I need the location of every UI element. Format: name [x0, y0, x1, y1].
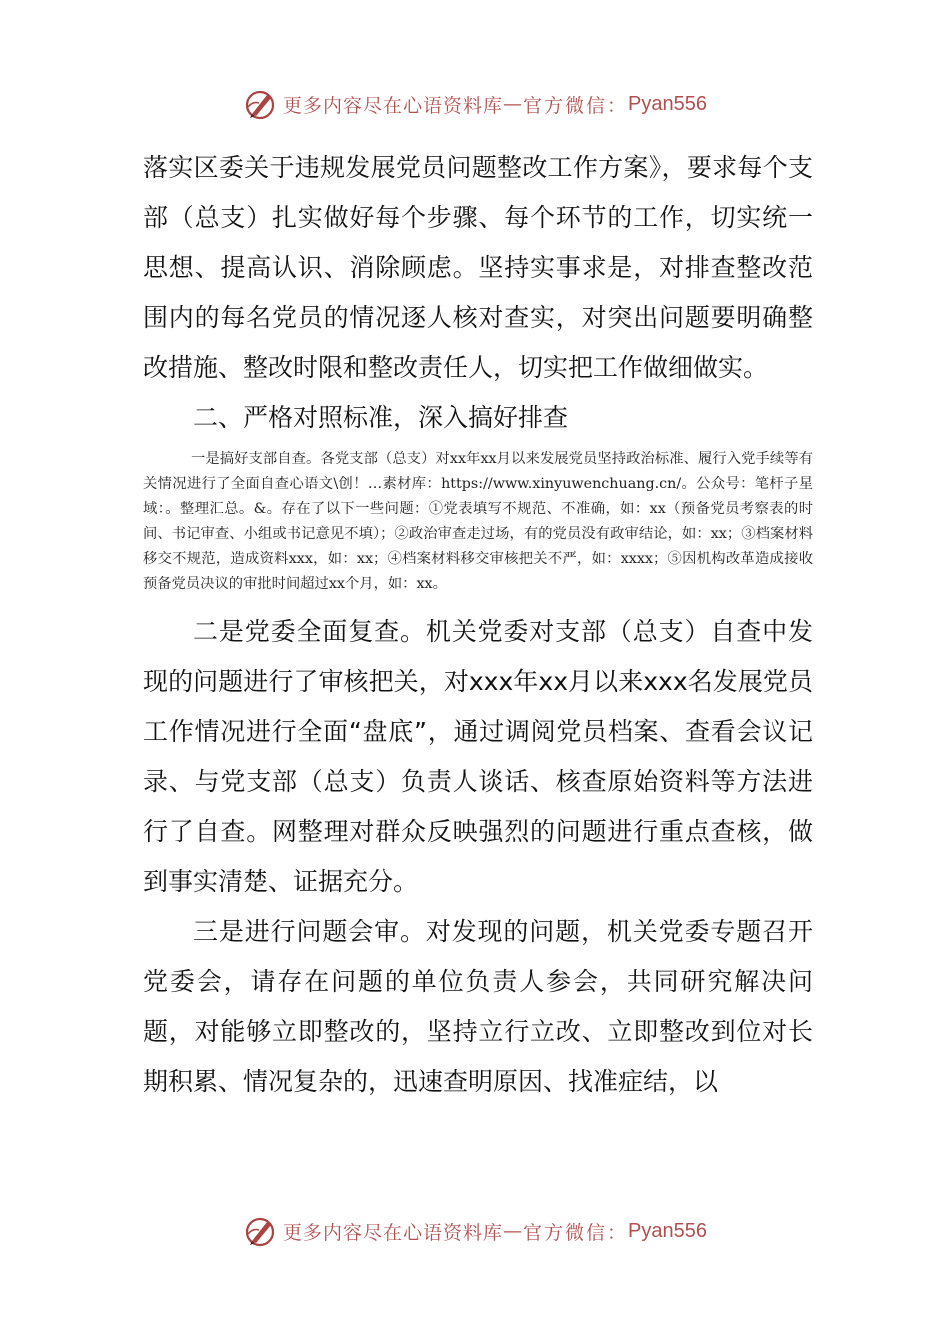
banner-dash: — [503, 1220, 524, 1242]
section-heading: 二、严格对照标准，深入搞好排查 [193, 403, 569, 432]
paragraph-4: 三是进行问题会审。对发现的问题，机关党委专题召开党委会，请存在问题的单位负责人参会，共同研究解决问题，对能够立即整改的，坚持立行立改、立即整改到位对长期积累、情况复杂的，迅速查明原因、找准症结，以 [143, 917, 813, 1096]
pen-logo-icon [243, 87, 277, 121]
banner-wechat-id: Pyan556 [628, 92, 707, 115]
document-body [143, 143, 813, 1107]
header-banner [0, 84, 950, 124]
pen-logo-icon [243, 1214, 277, 1248]
banner-wechat-id: Pyan556 [628, 1219, 707, 1242]
banner-wechat-label: 官方微信： [523, 94, 629, 117]
paragraph-1: 落实区委关于违规发展党员问题整改工作方案》，要求每个支部（总支）扎实做好每个步骤、每个环节的工作，切实统一思想、提高认识、消除顾虑。坚持实事求是，对排查整改范围内的每名党员的情况逐人核对查实，对突出问题要明确整改措施、整改时限和整改责任人，切实把工作做细做实。 [143, 153, 813, 382]
banner-text: 更多内容尽在心语资料库 [283, 94, 504, 117]
banner-text: 更多内容尽在心语资料库 [283, 1221, 504, 1244]
banner-wechat-label: 官方微信： [523, 1221, 629, 1244]
footer-banner [0, 1211, 950, 1251]
paragraph-3: 二是党委全面复查。机关党委对支部（总支）自查中发现的问题进行了审核把关，对xxx年xx月以来xxx名发展党员工作情况进行全面“盘底”，通过调阅党员档案、查看会议记录、与党支部（总支）负责人谈话、核查原始资料等方法进行了自查。网整理对群众反映强烈的问题进行重点查核，做到事实清楚、证据充分。 [143, 617, 813, 896]
banner-dash: — [503, 93, 524, 115]
paragraph-2: 一是搞好支部自查。各党支部（总支）对xx年xx月以来发展党员坚持政治标准、履行入党手续等有关情况进行了全面自查心语文\创！…素材库：https://www.xinyuwenchuang.cn/。公众号：笔杆子星域：。整理汇总。&。存在了以下一些问题：①党表填写不规范、不准确，如：xx（预备党员考察表的时间、书记审查、小组或书记意见不填）；②政治审查走过场，有的党员没有政审结论，如：xx；③档案材料移交不规范，造成资料xxx，如：xx；④档案材料移交审核把关不严，如：xxxx；⑤因机构改革造成接收预备党员决议的审批时间超过xx个月，如：xx。 [143, 451, 813, 592]
